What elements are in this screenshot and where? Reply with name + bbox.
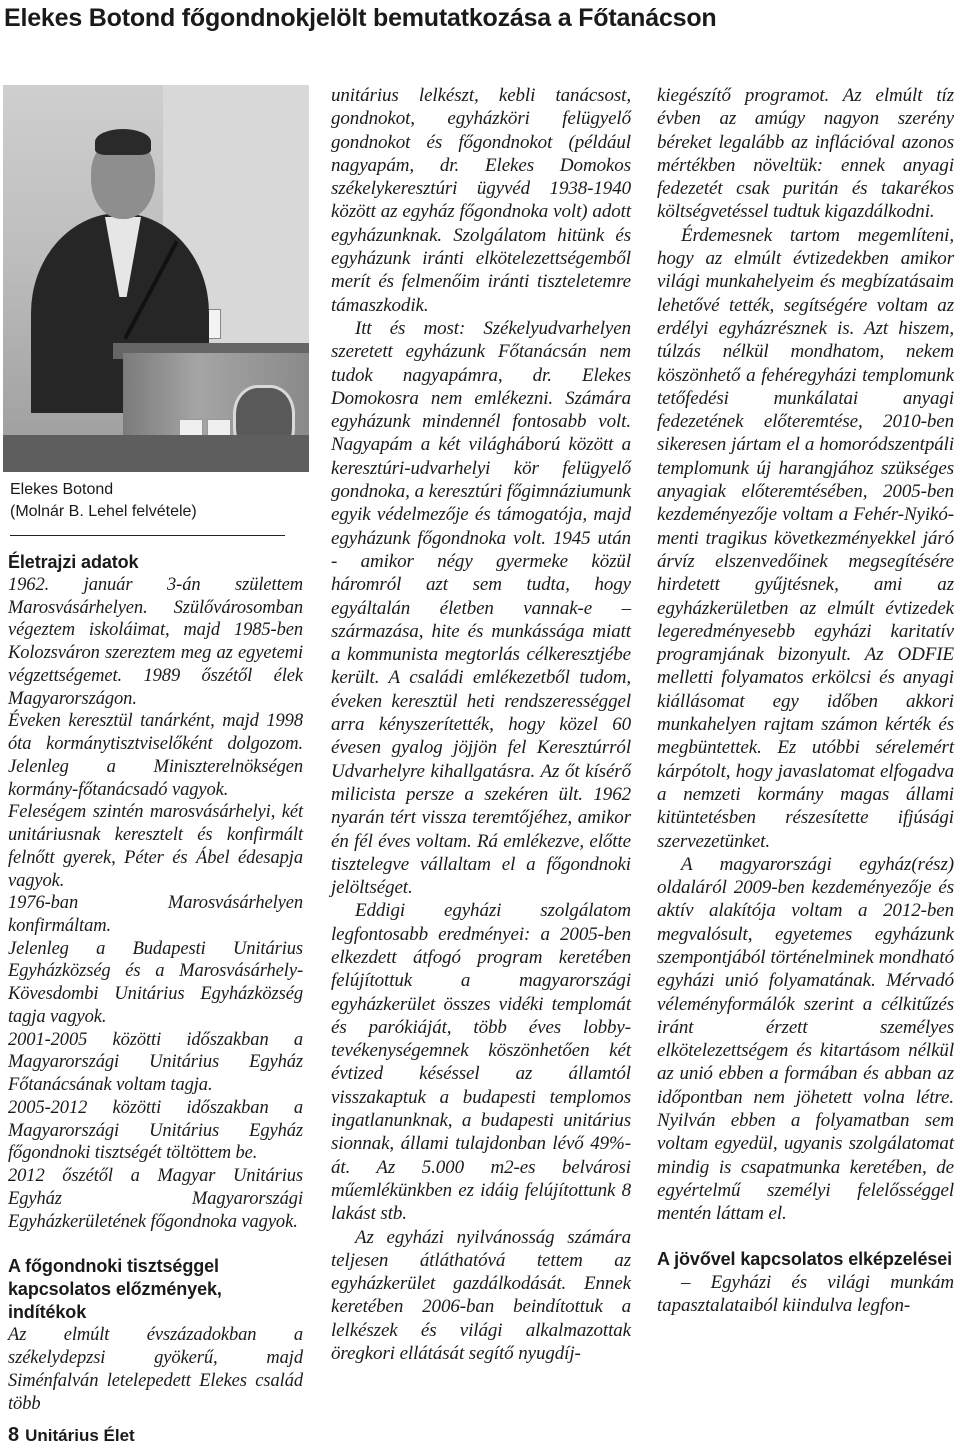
magazine-name: Unitárius Élet: [25, 1426, 135, 1445]
paragraph: A magyarországi egyház(rész) oldaláról 2009-ben kezdeményezője és aktív alakítója voltam a 2012-ben megvalósult, egyetemes egyházunk szempontjából történelminek mondható egyházi unió folyamatának. Mérvadó véleményformálók szerint a célkitűzés iránt érzett személyes elkötelezettségem és kitartásom nélkül az unió ebben a formában és abban az időpontban nem jöhetett volna létre. Nyilván ebben a folyamatban sem voltam egyedül, ugyanis szolgálatomat mindig is csapatmunka keretében, de egyértelmű személyi felelősséggel mentén láttam el.: [657, 853, 954, 1225]
section-heading-future: A jövővel kapcsolatos elképzelései: [657, 1248, 953, 1269]
paragraph: kiegészítő programot. Az elmúlt tíz évben az amúgy nagyon szerény béreket legalább az inflációval azonos mértékben növeltük: ennek anyagi fedezetét csak puritán és takarékos költségvetéssel tudtuk kigazdálkodni.: [657, 85, 954, 223]
caption-name: Elekes Botond: [10, 481, 114, 498]
caption-credit: (Molnár B. Lehel felvétele): [10, 503, 197, 520]
page-number: 8: [8, 1424, 20, 1446]
photo-caption: [10, 479, 300, 536]
paragraph: Itt és most: Székelyudvarhelyen szeretett egyházunk Főtanácsán nem tudok nagyapámra, dr. Elekes Domokosra nem emlékezni. Számára egyházunk mindennél fontosabb volt. Nagyapám a két világháború között a keresztúri-udvarhelyi kör felügyelő gondnoka, a keresztúri főgimnáziumunk egyik védelmezője és támogatója, majd egyházunk főgondnoka volt. 1945 után - amikor négy gyermeke közül háromról azt sem tudta, hogy egyáltalán életben vannak-e – származása, hite és munkássága miatt a kommunista megtorlás célkeresztjébe került. A családi emlékezetből tudom, éveken keresztül heti rendszerességgel arra kényszerítették, hogy közel 60 évesen gyalog jöjjön fel Keresztúrról Udvarhelyre kihallgatásra. Az őt kísérő milicista persze a szekéren ült. 1962 nyarán tért vissza teremtőjéhez, amikor én fél éves voltam. Rá emlékezve, előtte tisztelegve vállaltam el a főgondnoki jelöltséget.: [331, 317, 631, 899]
paragraph: Eddigi egyházi szolgálatom legfontosabb eredményei: a 2005-ben elkezdett átfogó program keretében felújítottuk a magyarországi egyházkerület összes vidéki templomát és parókiáját, több éves lobby-tevékenységemnek köszönhetően két évtized késéssel az államtól visszakaptuk a budapesti templomos ingatlanunknak, a budapesti unitárius sionnak, állami tulajdonban lévő 49%-át. Az 5.000 m2-es belvárosi műemlékünkben ez idáig felújítottunk 8 lakást stb.: [331, 900, 631, 1225]
article-headline: Elekes Botond főgondnokjelölt bemutatkozása a Főtanácson: [4, 4, 717, 32]
paragraph: – Egyházi és világi munkám tapasztalataiból kiindulva legfon-: [657, 1271, 954, 1316]
caption-divider: [10, 535, 285, 536]
paragraph: 2005-2012 közötti időszakban a Magyarországi Unitárius Egyház főgondnoki tisztségét töltöttem be.: [8, 1097, 303, 1164]
paragraph: 1962. január 3-án születtem Marosvásárhelyen. Szülővárosomban végeztem iskoláimat, majd 1985-ben Kolozsváron szereztem meg az egyetemi végzettségemet. 1989 őszétől élek Magyarországon.: [8, 575, 303, 709]
section-heading-background: A főgondnoki tisztséggel kapcsolatos előzmények, indítékok: [8, 1256, 222, 1323]
section-heading-biography: Életrajzi adatok: [8, 552, 139, 572]
column-1: [8, 551, 303, 1415]
column-2: [331, 84, 631, 1365]
paragraph: 2012 őszétől a Magyar Unitárius Egyház Magyarországi Egyházkerületének főgondnoka vagyok.: [8, 1166, 303, 1232]
paragraph: 2001-2005 közötti időszakban a Magyarországi Unitárius Egyház Főtanácsának voltam tagja.: [8, 1029, 303, 1096]
paragraph: Az egyházi nyilvánosság számára teljesen átláthatóvá tettem az egyházkerület gazdálkodását. Ennek keretében 2006-ban beindítottuk a lelkészek és világi alkalmazottak öregkori ellátását segítő nyugdíj-: [331, 1226, 631, 1365]
paragraph: 1976-ban Marosvásárhelyen konfirmáltam.: [8, 893, 303, 937]
page-footer: [8, 1424, 135, 1446]
paragraph: Érdemesnek tartom megemlíteni, hogy az elmúlt évtizedekben amikor világi munkahelyeim és megbízatásaim lehetővé tették, segítségére voltam az erdélyi egyházrésznek is. Azt hiszem, túlzás nélkül mondhatom, nekem köszönhető a fehéregyházi templomunk tetőfedési munkálatai anyagi fedezetének előteremtése, 2010-ben sikeresen jártam el a homoródszentpáli templomunk új harangjához szükséges anyagiak előteremtésében, 2005-ben kezdeményezője voltam a Fehér-Nyikó-menti tragikus következményekkel járó árvíz elszenvedőinek megsegítésére hirdetett gyűjtésnek, ami az egyházkerületben az elmúlt évtizedek legeredményesebb egyházi karitatív programjának bizonyult. Az ODFIE melletti folyamatos erkölcsi és anyagi kiállásomat egy időben akkori munkahelyen rajtam számon kérték és megbüntettek. Ez utóbbi sérelemért kárpótolt, hogy javaslatomat elfogadva a nemzeti kormány magas állami kitüntetésben részesítette ifjúsági szervezetünket.: [657, 224, 954, 852]
paragraph: Az elmúlt évszázadokban a székelydерzsi gyökerű, majd Siménfalván letelepedett Elekes család több: [8, 1325, 303, 1414]
paragraph: Éveken keresztül tanárként, majd 1998 óta kormánytisztviselőként dolgozom. Jelenleg a Miniszterelnökségen kormány-főtanácsadó vagyok.: [8, 711, 303, 800]
column-3: [657, 84, 954, 1317]
paragraph: Feleségem szintén marosvásárhelyi, két unitáriusnak keresztelt és konfirmált felnőtt gyerek, Péter és Ábel édesapja vagyok.: [8, 802, 303, 891]
speaker-photo: [3, 85, 309, 472]
paragraph: unitárius lelkészt, kebli tanácsost, gondnokot, egyházköri felügyelő gondnokot és főgondnokot (például nagyapám, dr. Elekes Domokos székelykeresztúri ügyvéd 1938-1940 között az egyház főgondnoka volt) adott egyházunknak. Szolgálatom hitünk és egyházunk iránti elkötelezettségemből merít és felmenőim iránti tiszteletemre támaszkodik.: [331, 85, 631, 316]
paragraph: Jelenleg a Budapesti Unitárius Egyházközség és a Marosvásárhely-Kövesdombi Unitárius Egyházközség tagja vagyok.: [8, 938, 303, 1027]
